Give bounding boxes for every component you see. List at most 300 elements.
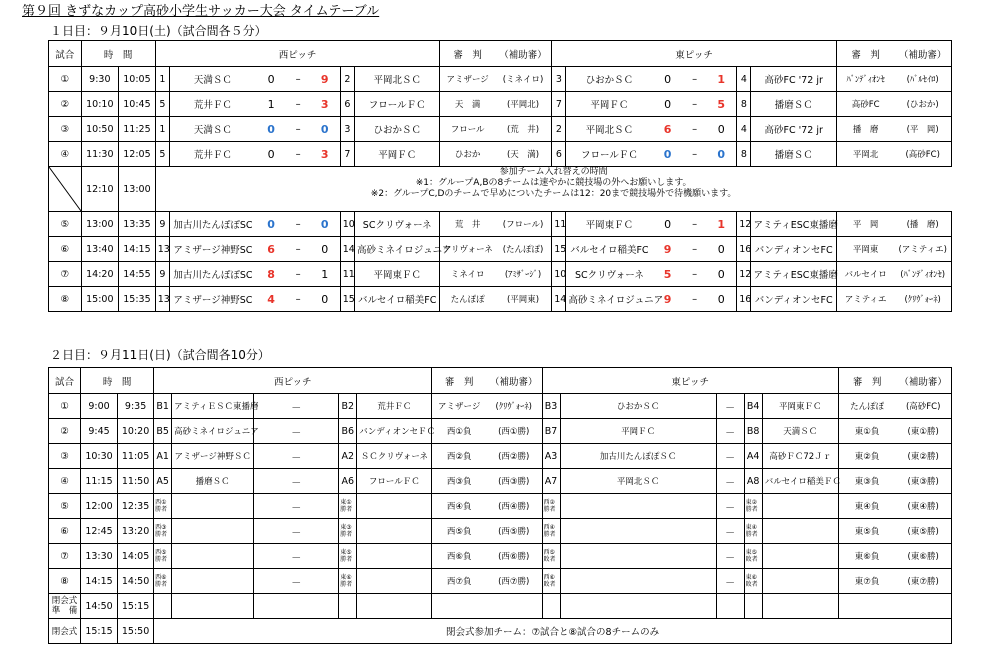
west-away-score — [310, 262, 341, 287]
west-home-score-value: 0 — [267, 122, 275, 136]
match-number: ① — [49, 394, 81, 419]
west-away-score-value: 3 — [320, 147, 329, 161]
west-home-team: アミザージ神野ＳＣ — [172, 444, 254, 469]
west-home-team — [172, 519, 254, 544]
west-away-score-value: 3 — [320, 97, 329, 111]
west-referee: 西③負 — [432, 469, 486, 494]
east-away-team: バンディオンセFC — [751, 237, 836, 262]
match-end: 11:25 — [119, 117, 156, 142]
west-home-score — [256, 287, 287, 312]
east-home-team: フロールＦＣ — [566, 142, 652, 167]
east-referee: 東⑦負 — [838, 569, 895, 594]
west-home-id: 13 — [155, 287, 169, 312]
east-away-slot — [744, 519, 762, 544]
match-start: 10:10 — [81, 92, 119, 117]
east-home-team: 高砂ミネイロジュニア — [566, 287, 652, 312]
east-assistant: (東⑥勝) — [895, 544, 951, 569]
east-home-slot — [542, 519, 560, 544]
west-home-id: 13 — [155, 237, 169, 262]
west-home-score — [256, 212, 287, 237]
west-assistant: (平岡東) — [495, 287, 552, 312]
west-home-team — [172, 544, 254, 569]
match-start: 9:45 — [81, 419, 118, 444]
west-home-team: アミザージ神野SC — [169, 287, 255, 312]
east-away-score-value: 0 — [717, 147, 726, 161]
header-assistant: （補助審） — [486, 368, 542, 394]
east-referee: 東①負 — [838, 419, 895, 444]
east-away-id: 4 — [737, 117, 751, 142]
east-away-team: 播磨ＳＣ — [751, 142, 836, 167]
match-start: 14:20 — [81, 262, 119, 287]
match-start: 9:00 — [81, 394, 118, 419]
break-slash-cell — [49, 167, 82, 212]
west-away-score — [310, 212, 341, 237]
west-score-dash: – — [286, 92, 309, 117]
east-referee: 東⑤負 — [838, 519, 895, 544]
west-away-score-value: 0 — [321, 292, 329, 306]
west-home-team: アミザージ神野SC — [169, 237, 255, 262]
east-home-id: 2 — [552, 117, 566, 142]
west-away-score — [310, 67, 341, 92]
east-referee: 播 磨 — [836, 117, 894, 142]
west-away-team: フロールＦＣ — [354, 92, 439, 117]
header-east-pitch: 東ピッチ — [542, 368, 838, 394]
west-assistant: (西③勝) — [486, 469, 542, 494]
page-title: 第９回 きずなカップ高砂小学生サッカー大会 タイムテーブル — [22, 4, 380, 19]
east-home-score-value: 9 — [663, 242, 672, 256]
east-assistant: (ｸﾘｳﾞｫｰﾈ) — [894, 287, 951, 312]
east-home-id: 10 — [552, 262, 566, 287]
east-home-team: 平岡ＦＣ — [560, 419, 716, 444]
match-end: 9:35 — [118, 394, 154, 419]
east-away-team — [762, 494, 838, 519]
match-number: ⑦ — [49, 262, 82, 287]
match-end: 14:55 — [119, 262, 156, 287]
east-assistant: (東⑤勝) — [895, 519, 951, 544]
west-away-slot-line2: 勝者 — [340, 581, 353, 588]
east-assistant: (東④勝) — [895, 494, 951, 519]
west-away-team — [357, 569, 432, 594]
east-away-slot-line1: 東⑥ — [745, 574, 758, 581]
east-home-slot — [542, 544, 560, 569]
east-score-dash: – — [683, 262, 706, 287]
east-away-slot — [744, 569, 762, 594]
east-referee: 平岡北 — [836, 142, 894, 167]
west-away-slot — [339, 494, 357, 519]
match-start: 13:30 — [81, 544, 118, 569]
west-home-score — [256, 117, 287, 142]
east-referee: 高砂FC — [836, 92, 894, 117]
east-away-id: B8 — [744, 419, 762, 444]
east-home-id: 7 — [552, 92, 566, 117]
match-number: ⑥ — [49, 237, 82, 262]
match-start: 11:15 — [81, 469, 118, 494]
west-referee: アミザージ — [440, 67, 495, 92]
west-away-score-value: 0 — [321, 242, 329, 256]
match-number: ③ — [49, 444, 81, 469]
east-home-slot-line2: 勝者 — [543, 531, 556, 538]
east-away-score-value: 1 — [717, 72, 726, 86]
west-score-dash: － — [254, 469, 339, 494]
west-away-score-value: 1 — [321, 267, 329, 281]
west-home-score-value: 0 — [267, 147, 275, 161]
west-score-dash: – — [286, 237, 309, 262]
west-away-id: A2 — [339, 444, 357, 469]
match-number: ④ — [49, 142, 82, 167]
east-home-id: 3 — [552, 67, 566, 92]
west-away-id: 15 — [340, 287, 354, 312]
west-home-team: 加古川たんぽぽSC — [169, 212, 255, 237]
east-home-score — [652, 67, 683, 92]
east-home-score-value: 9 — [663, 292, 672, 306]
west-away-team: 高砂ミネイロジュニア — [354, 237, 439, 262]
east-away-team: 高砂ＦＣ72Ｊｒ — [762, 444, 838, 469]
match-start: 14:15 — [81, 569, 118, 594]
match-end: 10:45 — [119, 92, 156, 117]
west-referee: フロール — [440, 117, 495, 142]
closing-prep-row — [49, 594, 952, 619]
east-home-slot-line1: 西② — [543, 499, 555, 506]
west-score-dash: － — [254, 569, 339, 594]
match-row — [49, 444, 952, 469]
west-assistant: (西⑤勝) — [486, 519, 542, 544]
east-referee: 東③負 — [838, 469, 895, 494]
west-home-slot-line2: 勝者 — [155, 531, 168, 538]
east-referee: アミティエ — [836, 287, 894, 312]
match-end: 10:20 — [118, 419, 154, 444]
match-end: 11:05 — [118, 444, 154, 469]
west-score-dash: – — [286, 262, 309, 287]
east-score-dash: － — [716, 494, 744, 519]
west-score-dash: – — [286, 117, 309, 142]
west-home-id: 9 — [155, 212, 169, 237]
east-home-id: B3 — [542, 394, 560, 419]
header-referee: 審 判 — [432, 368, 486, 394]
east-home-score — [652, 237, 683, 262]
west-home-score-value: 1 — [267, 97, 275, 111]
east-home-id: B7 — [542, 419, 560, 444]
east-away-score — [706, 287, 737, 312]
east-away-score-value: 0 — [717, 267, 725, 281]
west-home-score-value: 8 — [267, 267, 275, 281]
match-number: ① — [49, 67, 82, 92]
match-row — [49, 469, 952, 494]
west-home-score — [256, 262, 287, 287]
east-home-team: 平岡北ＳＣ — [566, 117, 652, 142]
break-line-2: ※1：グループA,Bの8チームは速やかに競技場の外へお願いします。 — [415, 178, 692, 188]
west-home-id: 5 — [155, 92, 169, 117]
east-away-id: 4 — [737, 67, 751, 92]
day2-timetable — [48, 367, 952, 644]
west-home-score-value: 0 — [267, 217, 275, 231]
west-away-slot — [339, 519, 357, 544]
east-away-slot — [744, 544, 762, 569]
east-home-team: 平岡北ＳＣ — [560, 469, 716, 494]
west-away-score — [310, 92, 341, 117]
west-away-slot-line1: 東⑤ — [340, 549, 352, 556]
east-assistant: (アミティエ) — [894, 237, 951, 262]
east-away-team: 平岡東ＦＣ — [762, 394, 838, 419]
header-assistant-east: （補助審） — [894, 41, 951, 67]
break-note — [155, 167, 951, 212]
east-away-slot-line1: 東② — [745, 499, 758, 506]
east-home-id: A7 — [542, 469, 560, 494]
east-score-dash: － — [716, 569, 744, 594]
west-home-id: B5 — [154, 419, 172, 444]
west-referee: 西⑤負 — [432, 519, 486, 544]
west-away-slot — [339, 569, 357, 594]
match-end: 13:35 — [119, 212, 156, 237]
break-line-1: 参加チーム入れ替えの時間 — [499, 167, 608, 177]
west-away-slot-line1: 東⑥ — [340, 574, 352, 581]
west-home-score — [256, 142, 287, 167]
east-home-id: A3 — [542, 444, 560, 469]
west-home-id: A5 — [154, 469, 172, 494]
match-start: 10:50 — [81, 117, 119, 142]
east-away-score-value: 0 — [717, 292, 725, 306]
header-match: 試合 — [49, 41, 82, 67]
east-away-team — [762, 519, 838, 544]
east-home-team: ひおかＳＣ — [560, 394, 716, 419]
west-home-team: 高砂ミネイロジュニア — [172, 419, 254, 444]
east-away-slot-line2: 敗者 — [745, 556, 758, 563]
west-away-team: 荒井ＦＣ — [357, 394, 432, 419]
match-end: 14:15 — [119, 237, 156, 262]
west-home-score — [256, 67, 287, 92]
west-score-dash: – — [286, 142, 309, 167]
closing-row — [49, 619, 952, 644]
east-away-team: バルセイロ稲美ＦＣ — [762, 469, 838, 494]
match-end: 13:20 — [118, 519, 154, 544]
east-home-score — [652, 212, 683, 237]
match-end: 12:35 — [118, 494, 154, 519]
match-row — [49, 67, 952, 92]
west-referee: クリヴォーネ — [440, 237, 495, 262]
header-time: 時 間 — [81, 41, 155, 67]
west-assistant: (荒 井) — [495, 117, 552, 142]
east-away-score-value: 0 — [717, 122, 725, 136]
west-away-slot-line1: 東③ — [340, 524, 352, 531]
west-away-slot — [339, 544, 357, 569]
west-assistant: (西⑥勝) — [486, 544, 542, 569]
west-assistant: (西①勝) — [486, 419, 542, 444]
east-assistant: (高砂FC) — [895, 394, 951, 419]
west-away-id: 3 — [340, 117, 354, 142]
east-score-dash: － — [716, 419, 744, 444]
west-referee: 西①負 — [432, 419, 486, 444]
west-home-slot-line1: 西③ — [155, 524, 167, 531]
east-referee: 平岡東 — [836, 237, 894, 262]
east-assistant: (東②勝) — [895, 444, 951, 469]
east-away-score — [706, 262, 737, 287]
west-home-score-value: 6 — [267, 242, 275, 256]
match-row — [49, 287, 952, 312]
west-away-id: 7 — [340, 142, 354, 167]
west-away-slot-line2: 勝者 — [340, 556, 353, 563]
east-away-score — [706, 212, 737, 237]
header-west-pitch: 西ピッチ — [154, 368, 432, 394]
east-score-dash: – — [683, 92, 706, 117]
match-end: 14:05 — [118, 544, 154, 569]
west-home-id: B1 — [154, 394, 172, 419]
west-away-team: 平岡東ＦＣ — [354, 262, 439, 287]
west-home-slot-line1: 西⑥ — [155, 574, 167, 581]
east-away-team: バンディオンセFC — [751, 287, 836, 312]
east-away-id: 16 — [737, 287, 751, 312]
east-home-team: 平岡東ＦＣ — [566, 212, 652, 237]
west-assistant: (西④勝) — [486, 494, 542, 519]
west-score-dash: － — [254, 519, 339, 544]
east-away-team: 高砂FC '72 jr — [751, 117, 836, 142]
east-home-slot — [542, 569, 560, 594]
closing-note: 閉会式参加チーム：⑦試合と⑧試合の8チームのみ — [154, 619, 952, 644]
match-row — [49, 519, 952, 544]
east-score-dash: – — [683, 142, 706, 167]
west-score-dash: – — [286, 212, 309, 237]
east-referee: ﾊﾞﾝﾃﾞｨｵﾝｾ — [836, 67, 894, 92]
east-home-score — [652, 142, 683, 167]
header-time: 時 間 — [81, 368, 154, 394]
west-home-id: A1 — [154, 444, 172, 469]
match-row — [49, 394, 952, 419]
west-away-slot-line1: 東① — [340, 499, 352, 506]
east-referee: たんぽぽ — [838, 394, 895, 419]
west-home-score — [256, 92, 287, 117]
day1-timetable — [48, 40, 952, 312]
east-score-dash: – — [683, 212, 706, 237]
east-referee: 平 岡 — [836, 212, 894, 237]
west-assistant: (ミネイロ) — [495, 67, 552, 92]
west-referee: 西⑦負 — [432, 569, 486, 594]
west-home-slot — [154, 494, 172, 519]
east-home-slot-line1: 西⑤ — [543, 549, 555, 556]
west-away-id: A6 — [339, 469, 357, 494]
east-away-id: 12 — [737, 262, 751, 287]
west-away-id: 10 — [340, 212, 354, 237]
east-score-dash: － — [716, 469, 744, 494]
east-home-score-value: 0 — [664, 72, 672, 86]
header-referee-east: 審 判 — [836, 41, 894, 67]
east-away-slot — [744, 494, 762, 519]
west-score-dash: － — [254, 494, 339, 519]
west-home-slot-line2: 勝者 — [155, 506, 168, 513]
east-home-team — [560, 494, 716, 519]
break-end: 13:00 — [119, 167, 156, 212]
match-row — [49, 142, 952, 167]
east-home-slot-line2: 勝者 — [543, 506, 556, 513]
west-referee: 西②負 — [432, 444, 486, 469]
east-assistant: (ひおか) — [894, 92, 951, 117]
match-number: ⑥ — [49, 519, 81, 544]
west-score-dash: – — [286, 287, 309, 312]
header-east-pitch: 東ピッチ — [552, 41, 837, 67]
east-away-team: アミティESC東播磨 — [751, 212, 836, 237]
east-home-team — [560, 519, 716, 544]
east-score-dash: – — [683, 67, 706, 92]
west-away-slot-line2: 勝者 — [340, 531, 353, 538]
closing-prep-label-1: 閉会式 — [51, 596, 78, 606]
west-assistant: (たんぽぽ) — [495, 237, 552, 262]
west-home-id: 5 — [155, 142, 169, 167]
east-assistant: (東③勝) — [895, 469, 951, 494]
west-referee: 天 満 — [440, 92, 495, 117]
west-away-id: 2 — [340, 67, 354, 92]
east-away-id: 12 — [737, 212, 751, 237]
east-assistant: (ﾊﾞﾙｾｲﾛ) — [894, 67, 951, 92]
west-home-team: 加古川たんぽぽSC — [169, 262, 255, 287]
west-away-team: バンディオンセＦＣ — [357, 419, 432, 444]
west-referee: ミネイロ — [440, 262, 495, 287]
east-assistant: (東①勝) — [895, 419, 951, 444]
west-home-team: アミティＥＳＣ東播磨 — [172, 394, 254, 419]
west-home-id: 9 — [155, 262, 169, 287]
closing-end: 15:50 — [118, 619, 154, 644]
day1-header-row — [49, 41, 952, 67]
match-number: ⑤ — [49, 212, 82, 237]
east-away-id: 8 — [737, 142, 751, 167]
east-away-team: 高砂FC '72 jr — [751, 67, 836, 92]
west-assistant: (西②勝) — [486, 444, 542, 469]
west-referee: 荒 井 — [440, 212, 495, 237]
west-away-team: 平岡ＦＣ — [354, 142, 439, 167]
match-number: ⑤ — [49, 494, 81, 519]
match-start: 9:30 — [81, 67, 119, 92]
west-referee: 西④負 — [432, 494, 486, 519]
west-home-team: 天満ＳＣ — [169, 67, 255, 92]
match-start: 13:40 — [81, 237, 119, 262]
east-home-team: ひおかＳＣ — [566, 67, 652, 92]
east-home-slot — [542, 494, 560, 519]
west-home-team: 荒井ＦＣ — [169, 92, 255, 117]
west-away-id: B6 — [339, 419, 357, 444]
west-assistant: (ｱﾐｻﾞｰｼﾞ) — [495, 262, 552, 287]
header-assistant-east: （補助審） — [895, 368, 951, 394]
match-end: 10:05 — [119, 67, 156, 92]
east-score-dash: － — [716, 544, 744, 569]
east-away-score — [706, 67, 737, 92]
day2-heading: ２日目：９月11日(日)（試合間各10分） — [50, 348, 270, 362]
east-home-slot-line1: 西⑥ — [543, 574, 555, 581]
east-away-id: 16 — [737, 237, 751, 262]
match-start: 12:00 — [81, 494, 118, 519]
west-away-team: ＳＣクリヴォーネ — [357, 444, 432, 469]
west-home-score-value: 4 — [267, 292, 275, 306]
day1-break-row — [49, 167, 952, 212]
east-away-id: A4 — [744, 444, 762, 469]
west-home-slot — [154, 569, 172, 594]
east-home-score-value: 0 — [663, 147, 672, 161]
match-end: 12:05 — [119, 142, 156, 167]
match-start: 13:00 — [81, 212, 119, 237]
west-away-score — [310, 117, 341, 142]
break-line-3: ※2：グループC,Dのチームで早めについたチームは12：20まで競技場外で待機願います。 — [370, 189, 737, 199]
west-score-dash: － — [254, 394, 339, 419]
west-home-slot-line1: 西① — [155, 499, 167, 506]
west-assistant: (平岡北) — [495, 92, 552, 117]
west-away-team — [357, 544, 432, 569]
east-away-id: A8 — [744, 469, 762, 494]
west-away-id: 11 — [340, 262, 354, 287]
match-row — [49, 117, 952, 142]
west-referee: ひおか — [440, 142, 495, 167]
east-referee: バルセイロ — [836, 262, 894, 287]
east-score-dash: － — [716, 394, 744, 419]
match-row — [49, 212, 952, 237]
west-home-slot-line2: 勝者 — [155, 581, 168, 588]
east-home-score-value: 6 — [663, 122, 672, 136]
west-home-team: 荒井ＦＣ — [169, 142, 255, 167]
west-home-slot-line1: 西⑤ — [155, 549, 167, 556]
